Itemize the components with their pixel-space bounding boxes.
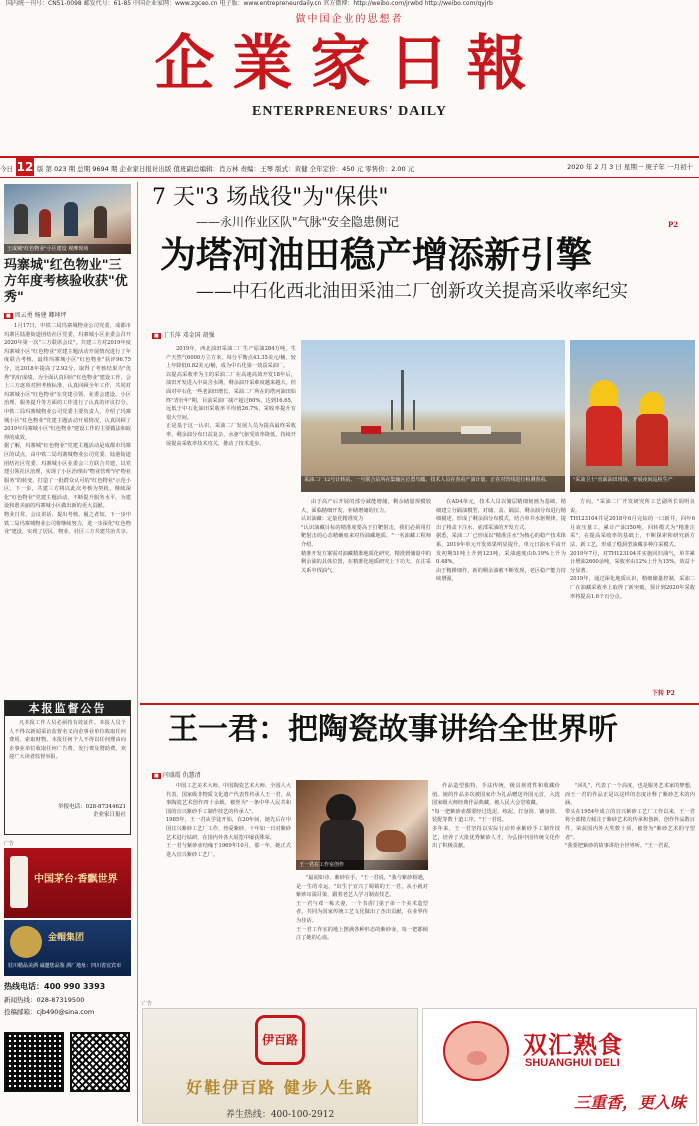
top-info-line: 国内统一刊号：CN51-0098 邮发代号：61-85 中国企业家网：www.zgceo.cn 电子版：www.entrepreneurdaily.cn 官方微博：http://weibo.com/jrwbd http://weibo.com/qyjrb <box>6 0 493 7</box>
left-photo <box>4 184 131 254</box>
oilfield-aerial-photo <box>301 340 565 492</box>
jinan-logo-icon <box>10 926 42 958</box>
left-headline: 玛寨城"红色物业"三方年度考核验收获"优秀" <box>4 258 128 305</box>
qr-code-icon[interactable] <box>70 1032 130 1092</box>
shuanghui-ad[interactable] <box>422 1008 697 1124</box>
lead2-jump[interactable]: 下转 P2 <box>652 690 675 697</box>
issue-info-bar <box>0 156 699 178</box>
workers-photo-caption: "采油卫士"直面油田现场，开展夜间巡检生产 <box>570 476 695 492</box>
jinan-ad-title: 金帽集团 <box>48 933 85 943</box>
issue-date: 2020 年 2 月 3 日 星期一 庚子年 一月初十 <box>567 163 693 171</box>
lead1-jump[interactable]: P2 <box>668 220 679 229</box>
helmet-icon <box>590 380 618 408</box>
moutai-ad-title: 中国茅台·香飘世界 <box>34 874 118 885</box>
lead2-col2: 由于高产后开展的部分减能增储，剩余储量规模较大，面临精细开发、补储增储的压力。 认识油藏：定量化精准发力 "认识油藏目标的精准度要高于打靶射击，我们必须用打靶射击的心态精确度来对待油藏地质。"一名油藏工程师介绍。 精准开发方案需对油藏精准地质化研究，精准到储量中的剩余油的具体位置，在精准化地质研究上下功夫，在注采关系中找油气。 <box>301 499 431 574</box>
lead3-col3: 作品造型独特，手法传统，极具观赏性和收藏价值。她的作品多次被国家作为礼品赠送外国元首，入选国家级大师经典作品典藏，被人民大会堂收藏。 "每一把紫砂壶都要经过选泥、练泥、打身筒、镶身筒、装配等数十道工序。"王一君说。 多年来，王一君坚持以实际行动传承紫砂手工制作技艺，培养了大批优秀紫砂人才，为弘扬中国传统文化作出了积极贡献。 <box>432 783 560 850</box>
issue-details: 版 第 023 期 总期 9694 期 企业家日报社出版 值班副总编辑：肖万林 责编：王琴 版式：黄健 全年定价：450 元 零售价：2.00 元 <box>37 165 415 173</box>
lead3-col4: "回礼"，代表了一个高度，也是服务艺术家的梦想，而王一君的作品正是以这样的态度诠释了紫砂艺术的内涵。 带头在1954年成立的宜兴紫砂工艺厂工作以来，王一君将全部精力倾注于紫砂艺术的传承和创新，创作作品数百件，荣获国内外大奖数十项，被誉为"紫砂艺术的守望者"。 "我要把紫砂的故事讲给全世界听。"王一君说。 <box>565 783 695 850</box>
left-photo-caption: 王成城"红色物业"小区建设 观摩现场 <box>4 244 131 254</box>
byline-tag-icon: ■ <box>154 773 159 779</box>
slogan: 做中国企业的思想者 <box>295 14 404 25</box>
jinan-ad[interactable] <box>4 920 131 976</box>
lead1-subhead: ——永川作业区队"气脉"安全隐患侧记 <box>196 215 400 229</box>
notice-body: 凡本报工作人员必须持有效证件。本报人员个人不得以新闻采访监督名义向企事业单位收取任何费用、索取财物。本报任何个人不得以任何理由向企事业单位收取任何广告费、发行费及赞助费。欢迎广大读者监督举报。 <box>9 720 126 761</box>
column-divider <box>137 182 138 1122</box>
lead3-col2: "最闻如诗、紫砂在手。"王一君说，"我与紫砂相遇，是一生的幸运。"出生于宜兴丁蜀镇的王一君，从小就对紫砂耳濡目染，跟着老艺人学习制壶技艺。 王一君与邓一栋夫妻，一个书香门第子弟一个美术造型者，共同为国家传统工艺文化做出了杰出贡献，在业界传为佳话。 王一君工作室的地上摆满各种形态的紫砂壶，每一把都倾注了她的心血。 <box>296 875 428 942</box>
page-count-badge: 12 <box>16 160 34 174</box>
masthead-title: 企業家日報 <box>154 29 545 99</box>
lead2-subhead: ——中石化西北油田采油二厂创新攻关提高采收率纪实 <box>196 281 628 302</box>
today-label: 今日 <box>0 165 13 173</box>
shuanghui-english: SHUANGHUI DELI <box>525 1057 620 1069</box>
notice-office: 企业家日报社 <box>92 812 126 818</box>
news-hotline: 新闻热线：028-87319500 <box>4 996 85 1004</box>
pig-logo-icon <box>443 1021 509 1081</box>
teapot-icon <box>376 830 406 852</box>
byline-tag-icon: ■ <box>154 333 159 339</box>
shuanghui-title: 双汇熟食 <box>523 1030 623 1059</box>
notice-box <box>4 700 131 835</box>
lead2-col1: 2019年，西北油田采油二厂生产原油284万吨，生产天然气6000万立方米，每分平衡点43.35美元/桶，较上年降低0.82美元/桶，成为中石化第一效益采油厂。 以提高采收率为主的采油二厂在高速高效开发18年后，油田开发进入中高含水期，剩余油开采难度越来越大。但面对中石化一些老油田增长，采油二厂所在的塔河油田始终"青壮年"期，目前采油厂减产超过60%，达到16.65，远低于中石化油田采收率平均值26.7%，采收率提升有很大空间。 正是基于这一认识，采油二厂发展人员为提高最终采收率，剩余油分布日益复杂，水驱气驱受效率降低，持续开展提高采收率技术攻关，推动了技术进步。 <box>166 346 296 447</box>
artist-photo-caption: 王一君在工作室创作 <box>296 860 428 870</box>
lead3-headline: 王一君：把陶瓷故事讲给全世界听 <box>168 712 618 747</box>
artist-photo <box>296 780 428 870</box>
lead2-byline: ■ 丁玉萍 邓金国 胡强 <box>154 332 215 339</box>
masthead-english: ENTERPRENEURS' DAILY <box>252 104 447 119</box>
notice-title: 本报监督公告 <box>5 701 130 716</box>
submission-email: 投稿邮箱：cjb490@sina.com <box>4 1008 95 1016</box>
left-column <box>0 180 135 1126</box>
helmet-icon <box>640 392 664 416</box>
lead3-col1: 中国工艺美术大师、中国陶瓷艺术大师、全国人大代表、国家级非物质文化遗产代表性传承人王一君，从事陶瓷艺术创作四十余载，被誉为"一条中华人民共和国的宜兴紫砂手工制作技艺的传承人"。 1985年，王一君从学徒开始，在20年间，她先后在中国宜兴紫砂工艺厂工作，热爱紫砂，十年如一日对紫砂艺术进行钻研，在国内外各大展览中屡获殊荣。 王一君与紫砂壶结缘于1969年10月，那一年，她正式进入宜兴紫砂工艺厂。 <box>166 783 291 858</box>
jinan-ad-text: 驻川精品美酒 诚邀您品鉴 酒厂地址：四川省宜宾市 <box>8 963 122 969</box>
left-ad-label: 广告 <box>4 841 15 847</box>
left-article-body: 1月17日，中铁二局玛寨城物业公司党委，成都市玛寨区陆港街道团结社区党委，玛寨城小区业委会召开2020年第一次"三方联席会议"，共建三方对2019年度玛寨城小区"红色物业"党建主题活动开展情况进行了年度联合考核，最终玛寨城小区"红色物业"获评96.75分，比2018年提高了2.92分，取得了考核结果为"优秀"的好成绩。为全面认真回应"红色物业"建设工作，会上三方逐项对照考核标准、认真回顾全年工作，共同对玛寨城小区"红色物业"在党建引领、业委会建设、小区治理、服务提升等方面的工作进行了认真的评议打分。中铁二局玛寨城物业公司党委主要负责人，介绍了玛寨城小区"红色物业"党建主题活动开展情况，认真回顾了2019年玛寨城小区"红色物业"建设工作的主要做法和取得的成效。 据了解，玛寨城"红色物业"党建主题活动是成都市玛寨区的试点，由中铁二局玛寨城物业公司党委、陆港街道团结社区党委、玛寨城小区业委会三方联合共建，以党建引领社区治理，实现了小区治理由"物业管理"向"物业服务"的转变，打造了一批群众认可的"红色物业"示范小区。下一步，共建三方将以此次考核为契机，继续深化"红色物业"党建主题活动，不断提升服务水平，为建设和谐美丽的玛寨城小区做出新的更大贡献。 物业日常、会议讲话、提出考核、履之者知，下一步中铁二局玛寨城物业公司将继续努力，进一步深化"红色物业"建设，实现了居民、物业、社区三方共建共治共享。 <box>4 323 131 536</box>
section-divider <box>140 703 699 705</box>
workers-photo <box>570 340 695 492</box>
yibailu-phone: 养生热线：400-100-2912 <box>225 1110 335 1120</box>
oilfield-photo-caption: 采油二厂12号计转站、一号联合站所在集输区位置鸟瞰。技术人员在查看产油计量，正在对管线进行检测查看。 <box>301 476 565 492</box>
yibailu-ad[interactable] <box>142 1008 418 1124</box>
byline-tag-icon: ■ <box>6 313 11 319</box>
bottom-ad-label: 广告 <box>142 1001 153 1007</box>
qr-code-icon[interactable] <box>4 1032 64 1092</box>
lead3-byline: ■ 闫盛霞 仇慧清 <box>154 772 201 779</box>
contact-box <box>4 980 131 1028</box>
left-byline: ■ 周云勇 杨建 卿坤坪 <box>6 312 67 319</box>
lead1-headline: 7 天"3 场战役"为"保供" <box>152 185 389 210</box>
moutai-ad[interactable] <box>4 848 131 918</box>
bottle-icon <box>10 856 28 908</box>
lead2-col5: 方向。"采油二厂开发研究所工艺副所长胡明良说。 TH123104井是2018年6月完钻的一口新井，回年6月衰压量工，累计产油350吨，回转模式为"精准注采"，在提高采收率的基础上，不断探索和研究新方法、新工艺，形成了缝洞型油藏多种注采模式。 2019年7月，对TH123104井实施回归油气，单井累计增油2600余吨，采收率由12%上升为15%，效益十分显著。 2019年，通过深化地质认识，精细储量控制，采油二厂在油藏采收率上取得了新突破，预计到2020年采收率将提高1.6个百分点。 <box>570 499 695 600</box>
yibailu-slogan: 好鞋伊百路 健步人生路 <box>186 1078 374 1097</box>
shuanghui-slogan: 三重香，更入味 <box>573 1093 686 1112</box>
lead2-headline: 为塔河油田稳产增添新引擎 <box>160 234 593 276</box>
notice-phone: 举报电话：028-87344621 <box>58 804 126 810</box>
hotline: 热线电话：400 990 3393 <box>4 982 106 991</box>
lead2-col3: 在AD4单元，技术人员以储层精细刻画为基础，精细建立分隔油模型，对储、盖、隔层、剩余油分布进行精细描述，形成了剩余油分布模式，结合单井水驱规律，提出了将盖下注水、底部采油的开发方式。 据悉，采油二厂已形成以"精准注水"为核心的稳产技术体系，2019年单元开发效果明显提升，单元日油水平由开发初期51吨上升到123吨，采油速度由0.19%上升为0.48%。 由于精耕细作，新的剩余油被不断发现，老区稳产能力持续增强。 <box>436 499 566 583</box>
yibailu-logo: 伊百路 <box>255 1015 305 1065</box>
